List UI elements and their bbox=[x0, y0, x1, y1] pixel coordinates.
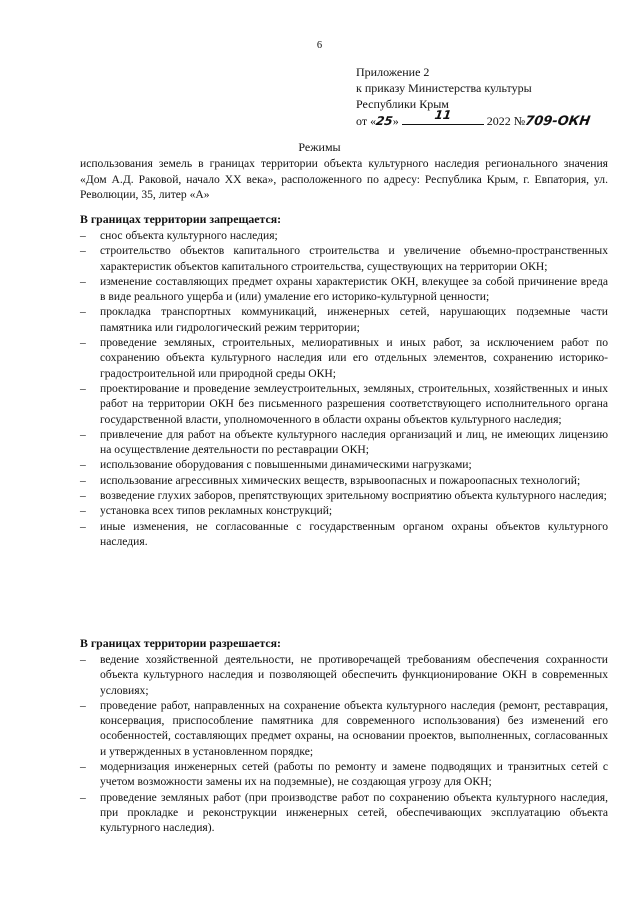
list-item: – использование оборудования с повышенными динамическими нагрузками; bbox=[80, 457, 608, 472]
page-number: 6 bbox=[316, 40, 323, 51]
list-item: – снос объекта культурного наследия; bbox=[80, 228, 608, 243]
list-item: – проведение работ, направленных на сохранение объекта культурного наследия (ремонт, реставрация, консервация, приспособление памятника для современного использования) без изменений его особенностей, составляющих предмет охраны, на основании проектов, выполненных, согласованных и утвержденных в установленном порядке; bbox=[80, 698, 608, 759]
list-item: – проектирование и проведение землеустроительных, земляных, строительных, хозяйственных и иных работ на территории ОКН без письменного разрешения соответствующего исполнительного органа государственной власти, уполномоченного в области охраны объектов культурного наследия; bbox=[80, 381, 608, 427]
document-subtitle: использования земель в границах территории объекта культурного наследия регионального значения «Дом А.Д. Раковой, начало XX века», расположенного по адресу: Республика Крым, г. Евпатория, ул. Революции, 35, литер «А» bbox=[80, 157, 608, 201]
list-item: – привлечение для работ на объекте культурного наследия организаций и лиц, не имеющих лицензию на осуществление деятельности по реставрации ОКН; bbox=[80, 427, 608, 458]
appendix-authority-line: Республики Крым bbox=[356, 97, 449, 111]
handwritten-month: 11 bbox=[433, 108, 453, 122]
list-item: – прокладка транспортных коммуникаций, инженерных сетей, нарушающих подземные части памятника или гидрологический режим территории; bbox=[80, 304, 608, 335]
list-item: – возведение глухих заборов, препятствующих зрительному восприятию объекта культурного наследия; bbox=[80, 488, 608, 503]
list-item: – проведение земляных, строительных, мелиоративных и иных работ, за исключением работ по сохранению объекта культурного наследия или его отдельных элементов, сохранению историко-градостроительной или природной среды ОКН; bbox=[80, 335, 608, 381]
appendix-order-line: к приказу Министерства культуры bbox=[356, 81, 532, 95]
list-item: – использование агрессивных химических веществ, взрывоопасных и пожароопасных технологий; bbox=[80, 473, 608, 488]
permitted-list bbox=[80, 652, 608, 836]
prohibited-heading: В границах территории запрещается: bbox=[80, 212, 282, 226]
date-prefix: от « bbox=[356, 114, 377, 128]
date-mid: » bbox=[392, 114, 399, 128]
list-item: – иные изменения, не согласованные с государственным органом охраны объектов культурного наследия. bbox=[80, 519, 608, 550]
permitted-heading: В границах территории разрешается: bbox=[80, 636, 281, 650]
list-item: – модернизация инженерных сетей (работы по ремонту и замене подводящих и транзитных сетей с учетом возможности замены их на подземные), не создающая угрозу для ОКН; bbox=[80, 759, 608, 790]
handwritten-order-number: 709-ОКН bbox=[524, 114, 592, 129]
document-title: Режимы bbox=[298, 140, 341, 154]
list-item: – строительство объектов капитального строительства и увеличение объемно-пространственных характеристик объектов капитального строительства, существующих на территории ОКН; bbox=[80, 243, 608, 274]
prohibited-section bbox=[80, 212, 608, 549]
appendix-date-line bbox=[356, 108, 626, 130]
month-blank bbox=[402, 108, 484, 125]
list-item: – изменение составляющих предмет охраны характеристик ОКН, влекущее за собой причинение вреда в виде реального ущерба и (или) умаление его историко-культурной ценности; bbox=[80, 274, 608, 305]
list-item: – ведение хозяйственной деятельности, не противоречащей требованиям обеспечения сохранности объекта культурного наследия и позволяющей обеспечить функционирование ОКН в современных условиях; bbox=[80, 652, 608, 698]
prohibited-list bbox=[80, 228, 608, 549]
list-item: – установка всех типов рекламных конструкций; bbox=[80, 503, 608, 518]
handwritten-day: 25 bbox=[375, 114, 394, 128]
appendix-title: Приложение 2 bbox=[356, 65, 430, 79]
permitted-section bbox=[80, 636, 608, 836]
appendix-block bbox=[356, 64, 626, 130]
year-and-number-label: 2022 № bbox=[486, 114, 526, 128]
list-item: – проведение земляных работ (при производстве работ по сохранению объекта культурного наследия, при прокладке и реконструкции инженерных сетей, обеспечивающих эксплуатацию объекта культурного наследия). bbox=[80, 790, 608, 836]
